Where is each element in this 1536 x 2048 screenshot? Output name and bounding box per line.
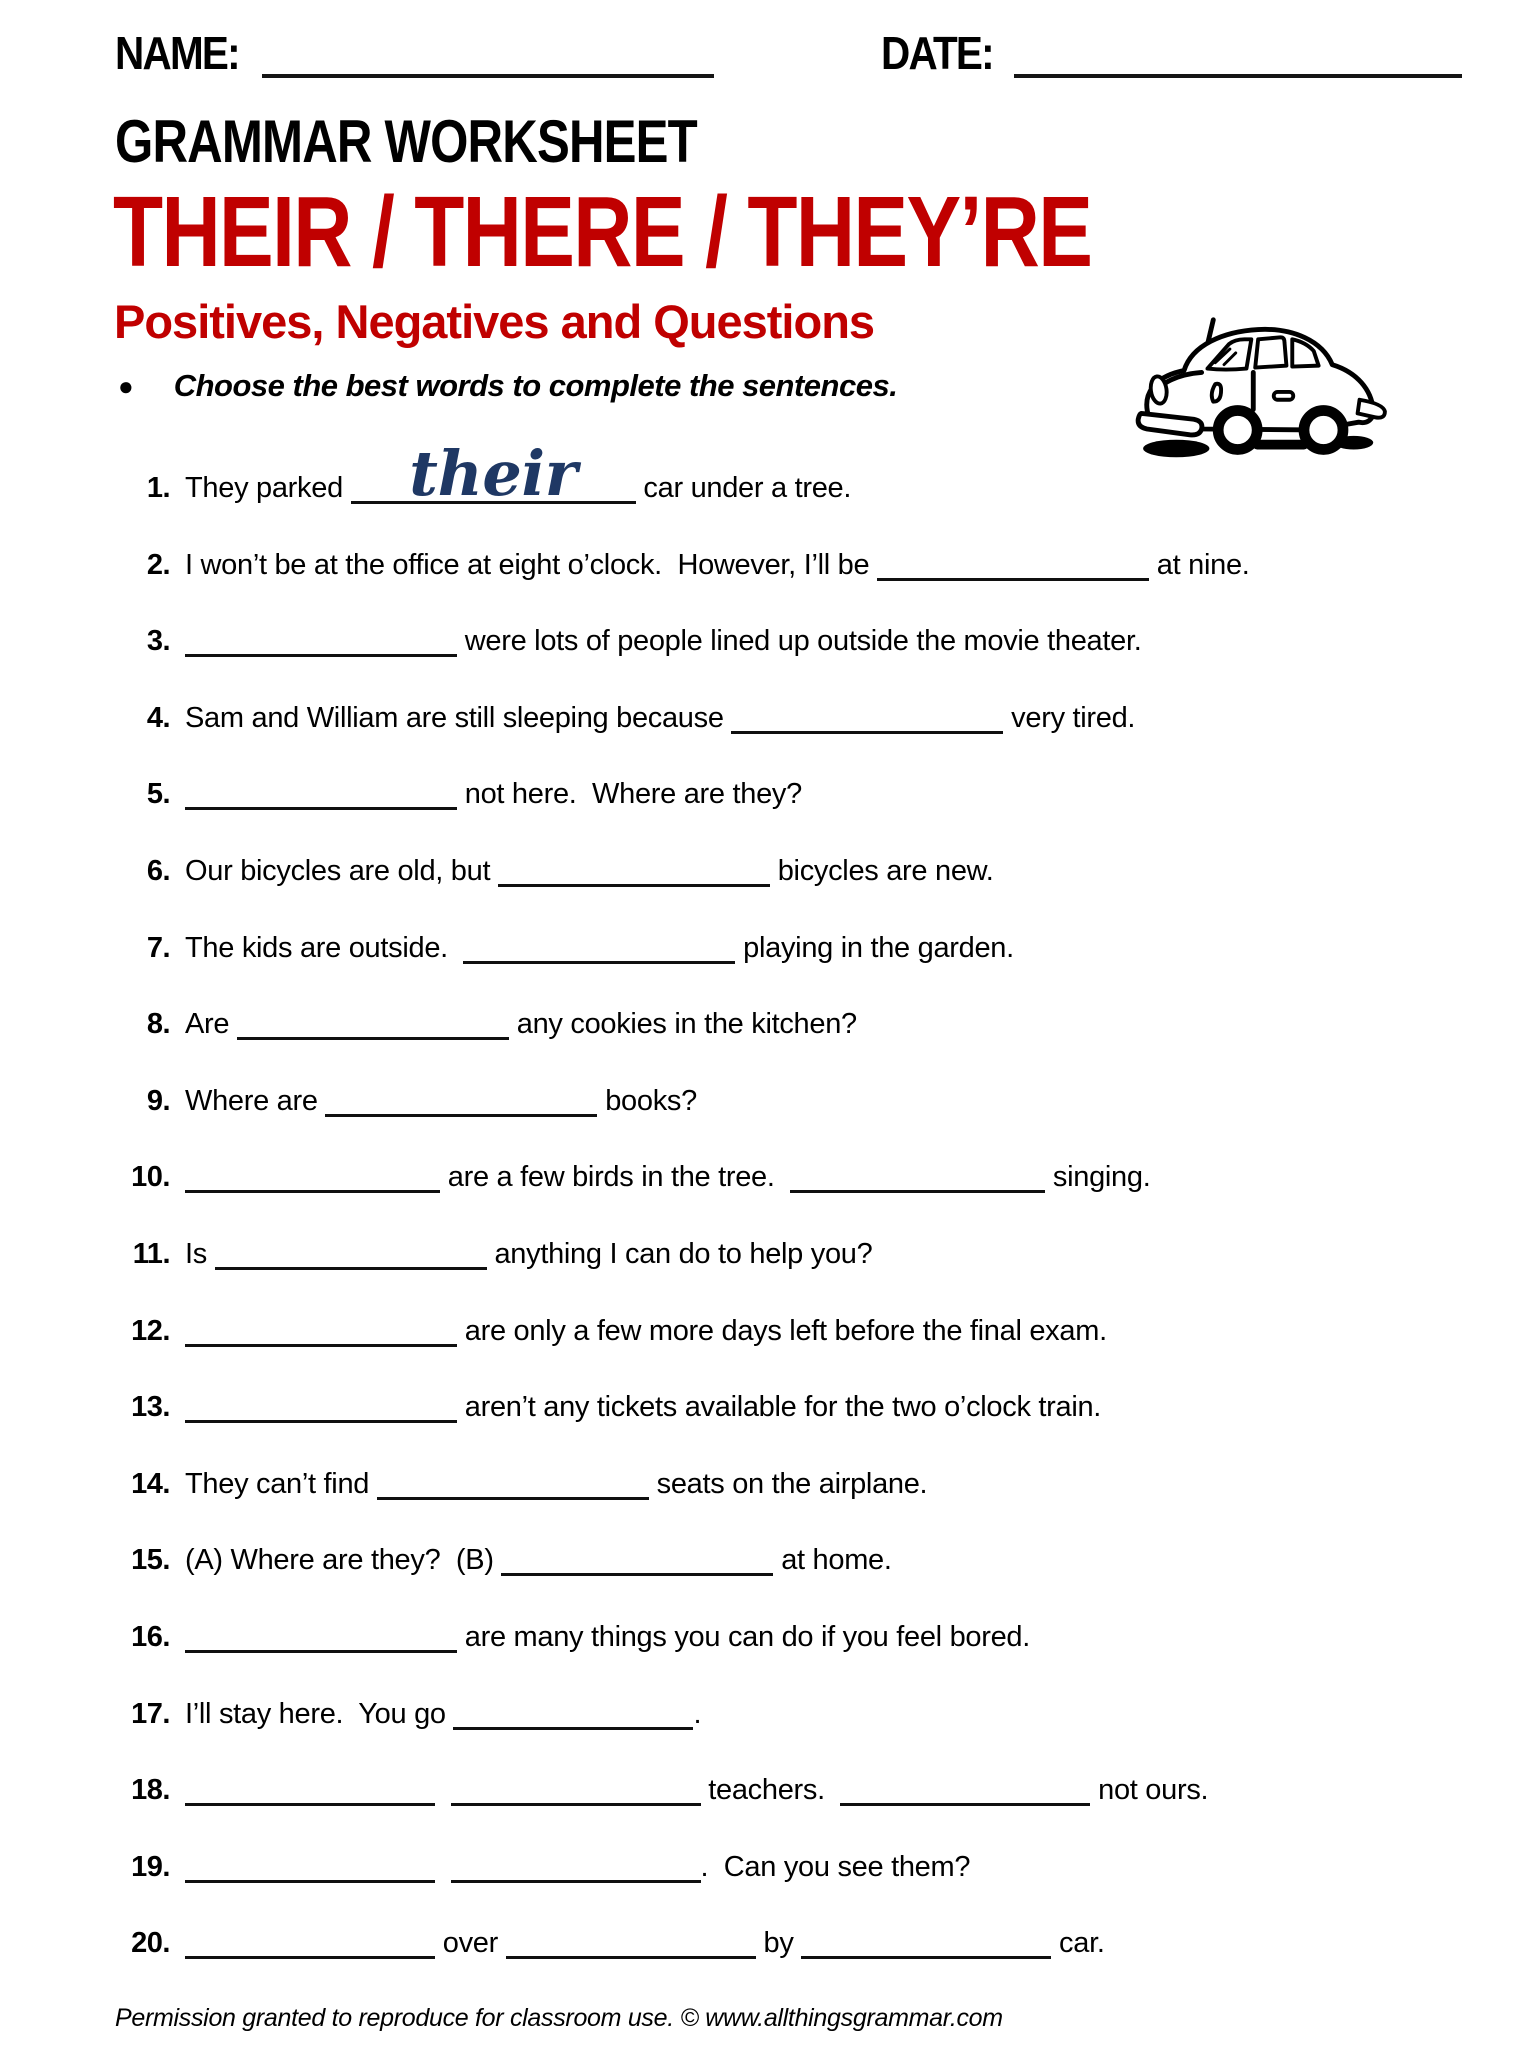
question-sentence [185, 545, 1250, 585]
handwritten-answer: their [409, 437, 578, 510]
question-list [115, 437, 1486, 2000]
sentence-fragment [435, 1774, 451, 1806]
question-sentence [185, 1540, 892, 1580]
answer-blank[interactable] [215, 1240, 487, 1270]
sentence-fragment: Our bicycles are old, but [185, 854, 498, 887]
answer-blank[interactable] [453, 1700, 693, 1730]
footer-credit: Permission granted to reproduce for classroom use. © www.allthingsgrammar.com [115, 2004, 1003, 2032]
worksheet-kicker-title: GRAMMAR WORKSHEET [115, 108, 697, 175]
question-sentence [185, 1311, 1107, 1351]
question-row [115, 698, 1486, 775]
question-number: 14. [131, 1467, 170, 1500]
answer-blank[interactable] [185, 1393, 457, 1423]
question-sentence [185, 774, 802, 814]
sentence-fragment: bicycles are new. [769, 854, 994, 887]
name-label: NAME: [115, 27, 239, 79]
question-row [115, 545, 1486, 622]
question-number: 13. [131, 1391, 170, 1424]
answer-blank[interactable] [506, 1929, 756, 1959]
sentence-fragment: They parked [185, 472, 351, 504]
date-input-line[interactable] [1014, 66, 1462, 78]
date-label: DATE: [880, 27, 993, 79]
sentence-fragment: singing. [1045, 1161, 1151, 1194]
question-number: 3. [146, 625, 170, 658]
question-row [115, 851, 1486, 928]
question-sentence [185, 851, 993, 891]
header [115, 26, 1462, 80]
question-sentence [185, 1004, 857, 1044]
question-sentence [185, 1847, 970, 1887]
question-row [115, 928, 1486, 1005]
answer-blank[interactable] [185, 780, 457, 810]
question-row [115, 437, 1486, 545]
answer-blank[interactable] [185, 1623, 457, 1653]
bullet-icon: ● [118, 371, 134, 401]
answer-blank[interactable] [325, 1087, 597, 1117]
answer-blank[interactable] [377, 1470, 649, 1500]
answer-blank[interactable] [237, 1010, 509, 1040]
sentence-fragment: teachers. [700, 1774, 841, 1807]
sentence-fragment: are many things you can do if you feel bored. [457, 1620, 1030, 1653]
question-sentence [185, 437, 852, 510]
sentence-fragment: (A) Where are they? (B) [185, 1544, 502, 1577]
sentence-fragment: Are [185, 1008, 237, 1041]
sentence-fragment: car. [1051, 1927, 1105, 1960]
sentence-fragment: very tired. [1003, 701, 1136, 734]
answer-blank[interactable] [498, 857, 770, 887]
answer-blank[interactable] [451, 1853, 701, 1883]
sentence-fragment: not ours. [1090, 1774, 1209, 1807]
sentence-fragment: Is [185, 1237, 215, 1270]
answer-blank[interactable] [185, 1853, 435, 1883]
question-row [115, 1004, 1486, 1081]
question-row [115, 1311, 1486, 1388]
answer-blank[interactable] [185, 1776, 435, 1806]
sentence-fragment: not here. Where are they? [457, 778, 802, 811]
question-sentence [185, 1081, 697, 1121]
question-row [115, 1157, 1486, 1234]
question-sentence [185, 1694, 701, 1734]
sentence-fragment: Where are [185, 1084, 326, 1117]
answer-blank[interactable] [451, 1776, 701, 1806]
sentence-fragment: seats on the airplane. [648, 1467, 928, 1500]
answer-blank[interactable] [185, 1929, 435, 1959]
question-number: 9. [146, 1084, 170, 1117]
answer-blank[interactable] [731, 704, 1003, 734]
question-row [115, 774, 1486, 851]
sentence-fragment: . Can you see them? [700, 1850, 971, 1883]
question-row [115, 1770, 1486, 1847]
sentence-fragment: . [693, 1697, 702, 1730]
question-row [115, 1540, 1486, 1617]
question-sentence [185, 698, 1135, 738]
page-title: THEIR / THERE / THEY’RE [113, 176, 1092, 288]
sentence-fragment: books? [597, 1084, 697, 1117]
question-row [115, 1464, 1486, 1541]
question-number: 4. [146, 701, 170, 734]
question-number: 12. [131, 1314, 170, 1347]
answer-blank[interactable] [351, 437, 636, 510]
sentence-fragment: The kids are outside. [185, 931, 464, 964]
sentence-fragment: any cookies in the kitchen? [509, 1008, 857, 1041]
answer-blank[interactable] [790, 1163, 1045, 1193]
sentence-fragment: Sam and William are still sleeping because [185, 701, 732, 734]
question-row [115, 621, 1486, 698]
instruction-text: Choose the best words to complete the sentences. [173, 368, 898, 403]
question-number: 15. [131, 1544, 170, 1577]
sentence-fragment: car under a tree. [635, 472, 852, 504]
question-sentence [185, 621, 1141, 661]
name-field-group [115, 26, 714, 80]
answer-blank[interactable] [185, 1317, 457, 1347]
question-number: 5. [146, 778, 170, 811]
question-number: 7. [146, 931, 170, 964]
car-icon [1126, 312, 1402, 468]
sentence-fragment: by [755, 1927, 802, 1960]
question-row [115, 1694, 1486, 1771]
question-number: 2. [146, 548, 170, 581]
question-row [115, 1081, 1486, 1158]
sentence-fragment: They can’t find [185, 1467, 377, 1500]
question-row [115, 1234, 1486, 1311]
question-sentence [185, 1234, 872, 1274]
question-sentence [185, 1464, 927, 1504]
sentence-fragment: I’ll stay here. You go [185, 1697, 454, 1730]
sentence-fragment: over [435, 1927, 506, 1960]
question-sentence [185, 1617, 1030, 1657]
sentence-fragment: anything I can do to help you? [486, 1237, 873, 1270]
question-number: 10. [131, 1161, 170, 1194]
answer-blank[interactable] [185, 627, 457, 657]
sentence-fragment: at home. [773, 1544, 892, 1577]
sentence-fragment: were lots of people lined up outside the movie theater. [457, 625, 1142, 658]
sentence-fragment: playing in the garden. [735, 931, 1014, 964]
question-number: 1. [146, 472, 170, 504]
sentence-fragment: are a few birds in the tree. [440, 1161, 791, 1194]
sentence-fragment: at nine. [1149, 548, 1250, 581]
question-number: 8. [146, 1008, 170, 1041]
question-number: 18. [131, 1774, 170, 1807]
date-field-group [881, 26, 1462, 80]
instruction-row [118, 368, 897, 404]
question-row [115, 1617, 1486, 1694]
sentence-fragment [435, 1851, 451, 1883]
answer-blank[interactable] [463, 934, 735, 964]
sentence-fragment: are only a few more days left before the final exam. [457, 1314, 1107, 1347]
question-number: 17. [131, 1697, 170, 1730]
answer-blank[interactable] [185, 1163, 440, 1193]
question-sentence [185, 928, 1014, 968]
sentence-fragment: I won’t be at the office at eight o’clock. However, I’ll be [185, 548, 878, 581]
answer-blank[interactable] [801, 1929, 1051, 1959]
answer-blank[interactable] [840, 1776, 1090, 1806]
question-number: 11. [132, 1237, 170, 1270]
question-row [115, 1387, 1486, 1464]
name-input-line[interactable] [262, 66, 714, 78]
question-number: 19. [131, 1850, 170, 1883]
question-number: 20. [131, 1927, 170, 1960]
question-number: 6. [146, 854, 170, 887]
question-number: 16. [131, 1620, 170, 1653]
page-subtitle: Positives, Negatives and Questions [114, 295, 875, 348]
sentence-fragment: aren’t any tickets available for the two o’clock train. [457, 1391, 1102, 1424]
question-sentence [185, 1157, 1150, 1197]
question-row [115, 1923, 1486, 2000]
question-sentence [185, 1770, 1208, 1810]
question-sentence [185, 1387, 1101, 1427]
answer-blank[interactable] [877, 551, 1149, 581]
question-row [115, 1847, 1486, 1924]
question-sentence [185, 1923, 1105, 1963]
answer-blank[interactable] [501, 1546, 773, 1576]
